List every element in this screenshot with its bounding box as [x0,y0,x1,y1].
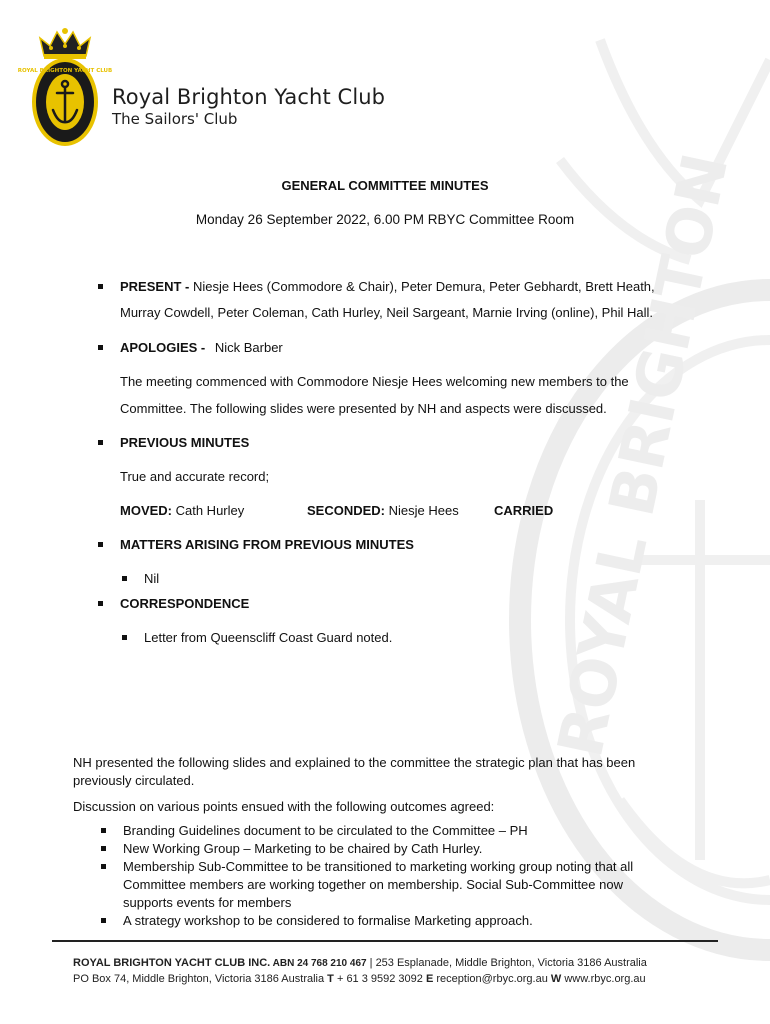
bullet-icon [98,284,103,289]
outcome-item-cont: Committee members are working together on membership. Social Sub-Committee now [123,877,623,892]
carried-label: CARRIED [494,503,554,518]
club-name: Royal Brighton Yacht Club [112,85,386,109]
outcome-item-cont: supports events for members [123,895,292,910]
bullet-icon [122,576,127,581]
strategic-para-2: previously circulated. [73,773,195,788]
correspondence-item: Letter from Queenscliff Coast Guard noted. [144,630,393,645]
footer-divider [52,940,718,942]
matters-arising-item: Nil [144,571,160,586]
bullet-icon [98,440,103,445]
outcome-item: New Working Group – Marketing to be chaired by Cath Hurley. [123,841,483,856]
footer-org: ROYAL BRIGHTON YACHT CLUB INC. [73,957,271,969]
bullet-icon [98,542,103,547]
meeting-line: Monday 26 September 2022, 6.00 PM RBYC Committee Room [195,212,575,227]
correspondence-heading: CORRESPONDENCE [120,596,250,611]
intro-para-1: The meeting commenced with Commodore Niesje Hees welcoming new members to the [120,374,629,389]
footer-address: | 253 Esplanade, Middle Brighton, Victoria 3186 Australia [366,957,647,969]
footer-phone: + 61 3 9592 3092 [333,973,426,985]
strategic-para-1: NH presented the following slides and explained to the committee the strategic plan that has been [73,755,636,770]
bullet-icon [101,828,106,833]
document-title: GENERAL COMMITTEE MINUTES [281,178,489,193]
seconded-value: Niesje Hees [385,503,459,518]
footer-abn: ABN 24 768 210 467 [270,958,367,969]
bullet-icon [98,345,103,350]
previous-minutes-heading: PREVIOUS MINUTES [120,435,250,450]
intro-para-2: Committee. The following slides were presented by NH and aspects were discussed. [120,401,607,416]
footer-e-label: E [425,973,434,985]
apologies-value: Nick Barber [214,340,283,355]
bullet-icon [122,635,127,640]
matters-arising-heading: MATTERS ARISING FROM PREVIOUS MINUTES [120,537,414,552]
moved-value: Cath Hurley [172,503,245,518]
footer-email: reception@rbyc.org.au [433,973,551,985]
bullet-icon [101,918,106,923]
bullet-icon [98,601,103,606]
apologies-line [120,340,283,356]
footer-po: PO Box 74, Middle Brighton, Victoria 3186 Australia [73,973,328,985]
present-names-2: Murray Cowdell, Peter Coleman, Cath Hurley, Neil Sargeant, Marnie Irving (online), Phil Hall. [120,305,653,320]
bullet-icon [101,846,106,851]
outcome-item: Membership Sub-Committee to be transitioned to marketing working group noting that all [123,859,634,874]
footer-w-label: W [550,973,562,985]
discussion-intro: Discussion on various points ensued with the following outcomes agreed: [73,799,495,814]
apologies-label: APOLOGIES - [120,340,209,355]
watermark-text: ROYAL BRIGHTON [543,147,743,764]
outcome-item: A strategy workshop to be considered to formalise Marketing approach. [123,913,533,928]
logo-text: ROYAL BRIGHTON YACHT CLUB [17,68,113,74]
moved-line [120,503,244,519]
outcome-item: Branding Guidelines document to be circulated to the Committee – PH [123,823,528,838]
moved-label: MOVED: [120,503,172,518]
bullet-icon [101,864,106,869]
present-label: PRESENT - [120,279,193,294]
previous-minutes-text: True and accurate record; [120,469,270,484]
footer-line-2 [73,973,646,985]
club-tagline: The Sailors' Club [112,110,238,128]
club-crest-logo [17,26,113,150]
seconded-line [307,503,459,519]
footer-t-label: T [327,973,334,985]
present-names-1: Niesje Hees (Commodore & Chair), Peter Demura, Peter Gebhardt, Brett Heath, [192,279,655,294]
seconded-label: SECONDED: [307,503,386,518]
footer-line-1 [73,957,647,969]
present-line-1 [120,279,655,295]
footer-web: www.rbyc.org.au [561,973,646,985]
